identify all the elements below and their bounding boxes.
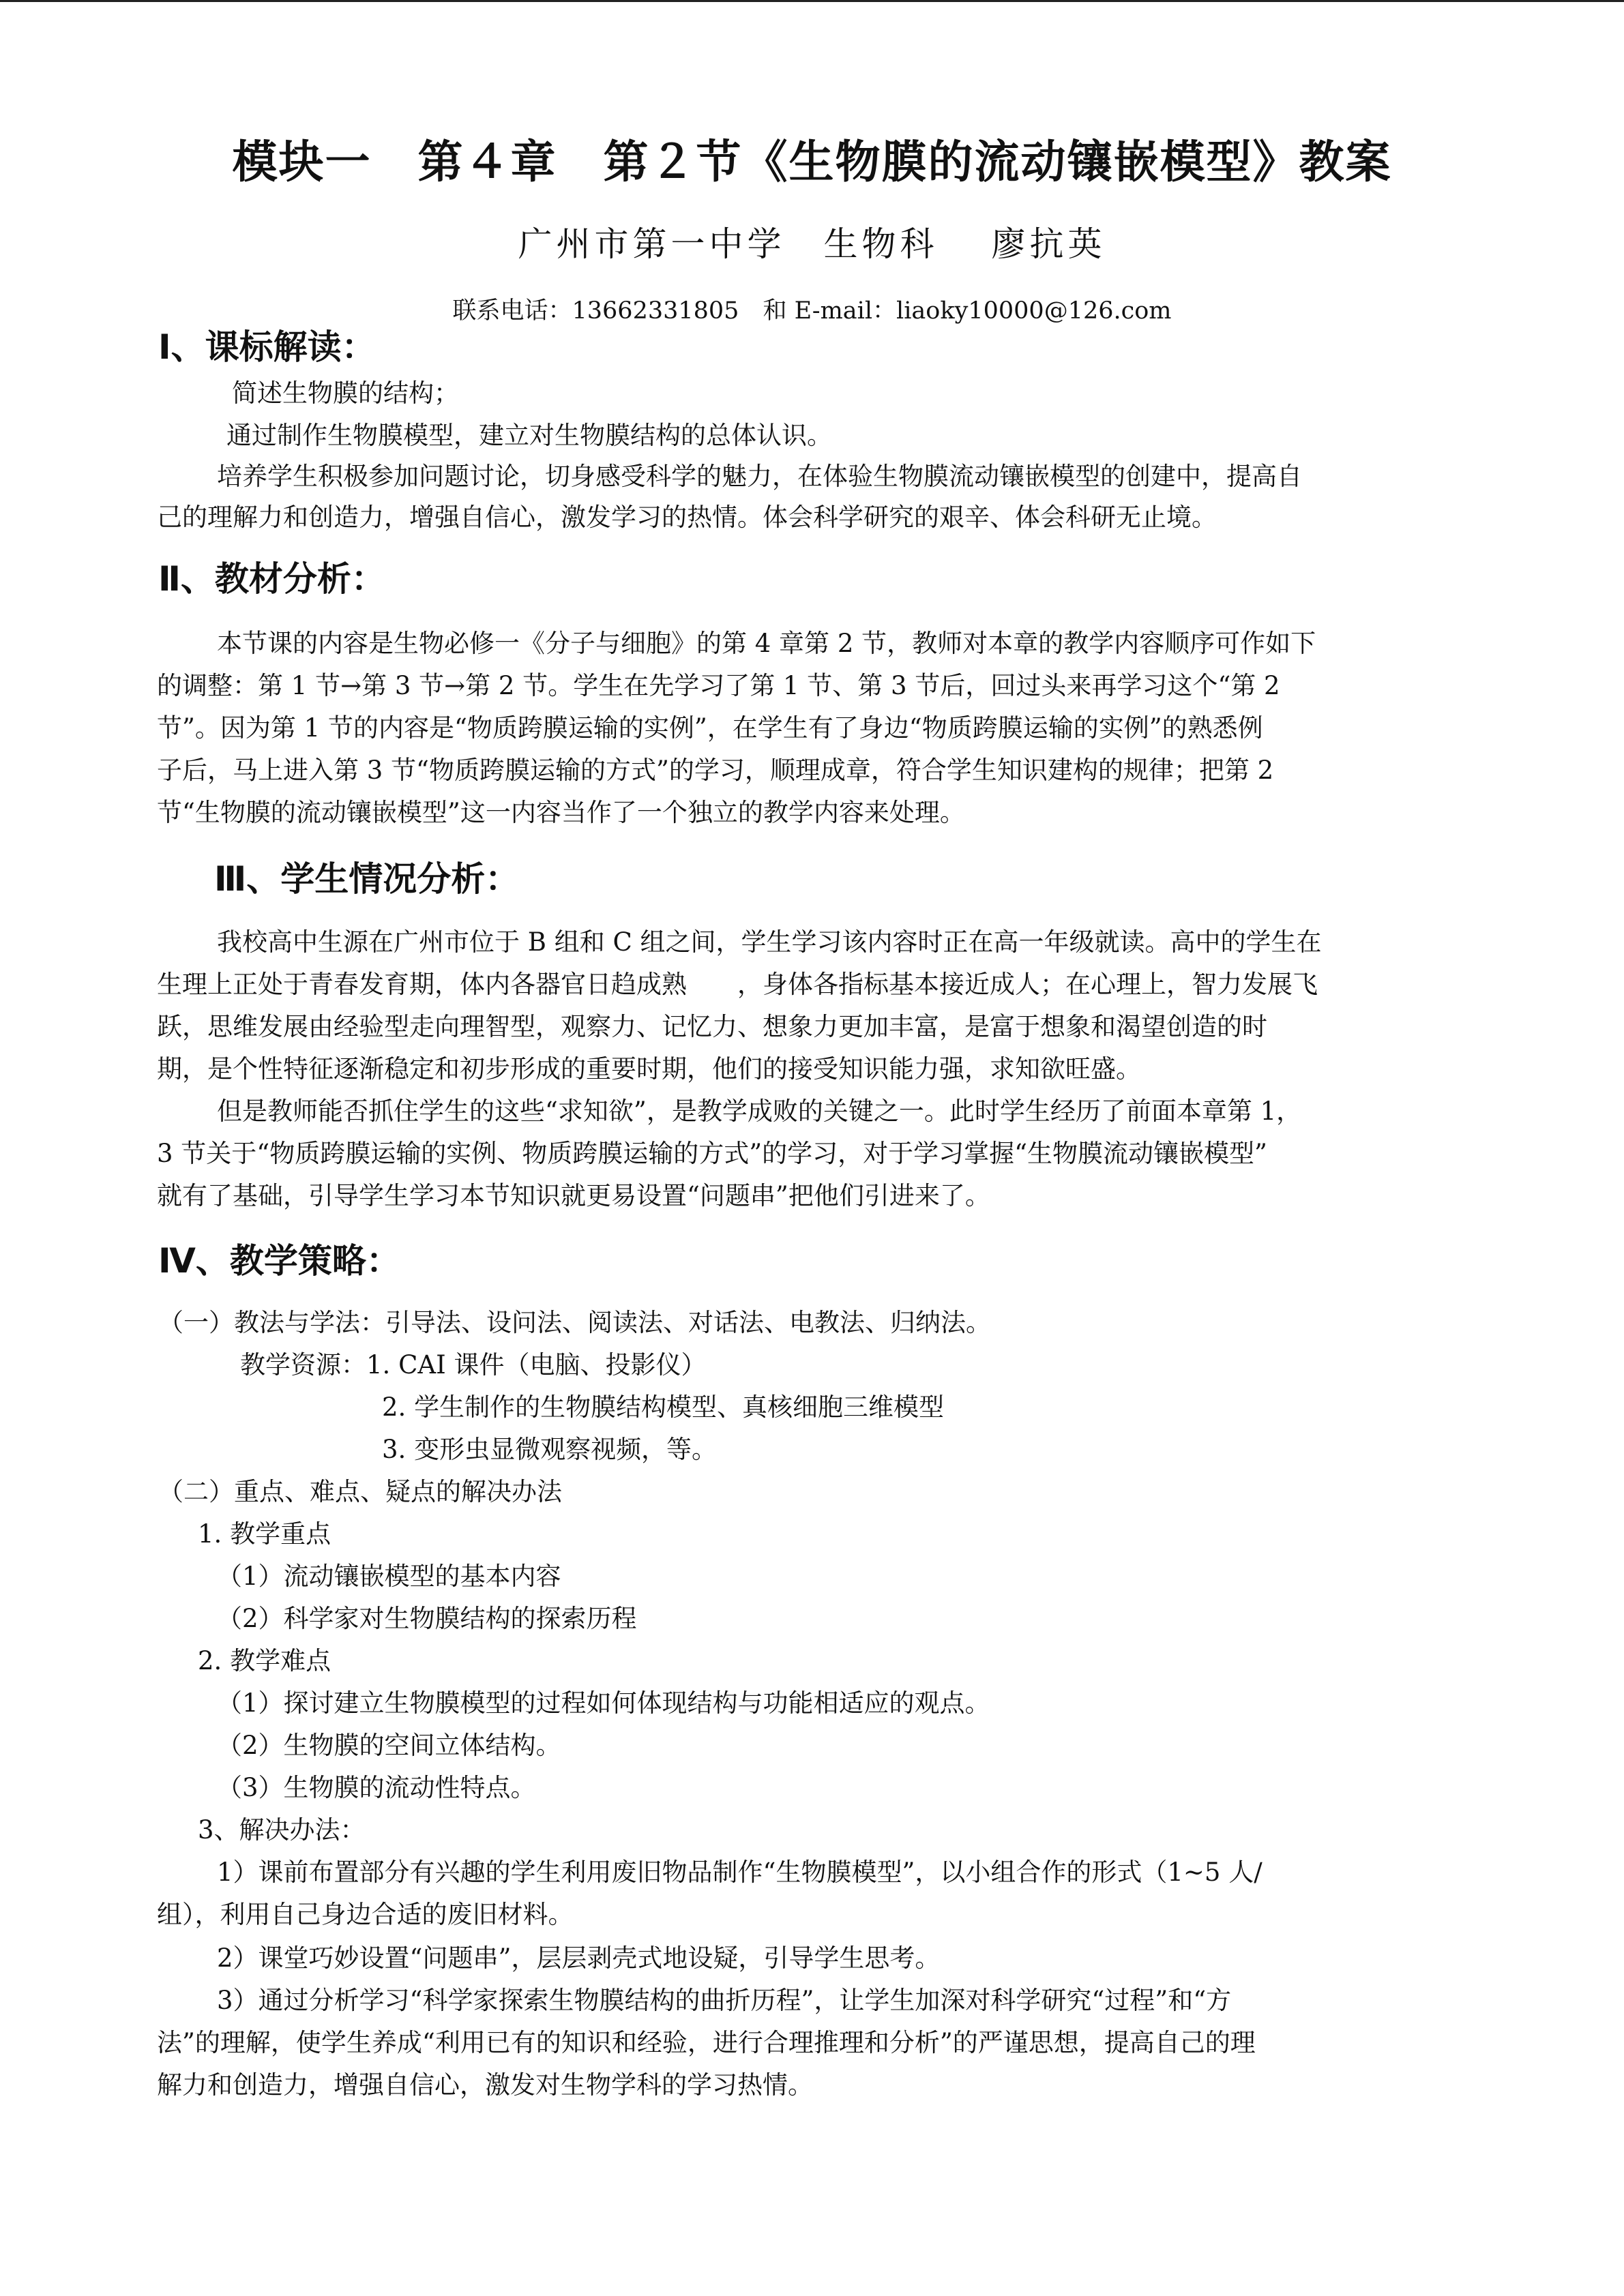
- paragraph-line: 本节课的内容是生物必修一《分子与细胞》的第 4 章第 2 节，教师对本章的教学内容顺序可作如下: [217, 629, 1316, 658]
- top-border: [0, 0, 1624, 2]
- paragraph-line: 节“生物膜的流动镶嵌模型”这一内容当作了一个独立的教学内容来处理。: [157, 798, 965, 827]
- paragraph-line: 通过制作生物膜模型，建立对生物膜结构的总体认识。: [226, 421, 832, 450]
- author-line: 广州市第一中学 生物科 廖抗英: [518, 224, 1106, 264]
- section-heading-textbook: Ⅱ、教材分析：: [158, 559, 385, 599]
- paragraph-line: 法”的理解，使学生养成“利用已有的知识和经验，进行合理推理和分析”的严谨思想，提高自己的理: [157, 2028, 1256, 2057]
- paragraph-line: （2）生物膜的空间立体结构。: [217, 1731, 561, 1760]
- paragraph-line: 2. 教学难点: [198, 1646, 331, 1675]
- section-heading-strategy: Ⅳ、教学策略：: [158, 1241, 400, 1281]
- paragraph-line: （2）科学家对生物膜结构的探索历程: [217, 1604, 637, 1633]
- paragraph-line: 但是教师能否抓住学生的这些“求知欲”，是教学成败的关键之一。此时学生经历了前面本章第 1，: [217, 1097, 1302, 1126]
- paragraph-line: 子后，马上进入第 3 节“物质跨膜运输的方式”的学习，顺理成章，符合学生知识建构的规律；把第 2: [157, 756, 1274, 785]
- paragraph-line: 2）课堂巧妙设置“问题串”，层层剥壳式地设疑，引导学生思考。: [217, 1943, 941, 1973]
- paragraph-line: 我校高中生源在广州市位于 B 组和 C 组之间，学生学习该内容时正在高一年级就读。高中的学生在: [217, 927, 1322, 957]
- paragraph-line: 1. 教学重点: [198, 1519, 331, 1549]
- paragraph-line: （一）教法与学法：引导法、设问法、阅读法、对话法、电教法、归纳法。: [158, 1308, 991, 1337]
- paragraph-line: （1）流动镶嵌模型的基本内容: [217, 1562, 561, 1591]
- paragraph-line: 期，是个性特征逐渐稳定和初步形成的重要时期，他们的接受知识能力强，求知欲旺盛。: [157, 1054, 1141, 1084]
- paragraph-line: 3. 变形虫显微观察视频，等。: [382, 1435, 718, 1464]
- paragraph-line: 就有了基础，引导学生学习本节知识就更易设置“问题串”把他们引进来了。: [157, 1181, 990, 1210]
- paragraph-line: 的调整：第 1 节→第 3 节→第 2 节。学生在先学习了第 1 节、第 3 节后，回过头来再学习这个“第 2: [157, 671, 1280, 700]
- paragraph-line: 跃，思维发展由经验型走向理智型，观察力、记忆力、想象力更加丰富，是富于想象和渴望创造的时: [157, 1012, 1267, 1041]
- paragraph-line: 3）通过分析学习“科学家探索生物膜结构的曲折历程”，让学生加深对科学研究“过程”和“方: [217, 1986, 1232, 2015]
- paragraph-line: （3）生物膜的流动性特点。: [217, 1773, 536, 1802]
- paragraph-line: （1）探讨建立生物膜模型的过程如何体现结构与功能相适应的观点。: [217, 1688, 990, 1718]
- paragraph-line: 节”。因为第 1 节的内容是“物质跨膜运输的实例”，在学生有了身边“物质跨膜运输的实例”的熟悉例: [157, 713, 1263, 743]
- paragraph-line: 教学资源：1. CAI 课件（电脑、投影仪）: [240, 1350, 707, 1380]
- paragraph-line: 3 节关于“物质跨膜运输的实例、物质跨膜运输的方式”的学习，对于学习掌握“生物膜流动镶嵌模型”: [157, 1139, 1267, 1168]
- paragraph-line: 解力和创造力，增强自信心，激发对生物学科的学习热情。: [157, 2070, 813, 2100]
- paragraph-line: 简述生物膜的结构；: [232, 378, 459, 408]
- paragraph-line: 组），利用自己身边合适的废旧材料。: [157, 1900, 574, 1929]
- paragraph-line: 生理上正处于青春发育期，体内各器官日趋成熟 ，身体各指标基本接近成人；在心理上，智力发展飞: [157, 970, 1318, 999]
- paragraph-line: 1）课前布置部分有兴趣的学生利用废旧物品制作“生物膜模型”，以小组合作的形式（1~5 人/: [217, 1858, 1263, 1887]
- contact-line: 联系电话：13662331805 和 E-mail：liaoky10000@126.com: [452, 297, 1172, 325]
- paragraph-line: （二）重点、难点、疑点的解决办法: [158, 1477, 562, 1506]
- section-heading-standards: Ⅰ、课标解读：: [158, 327, 376, 367]
- document-title: 模块一 第４章 第２节《生物膜的流动镶嵌模型》教案: [232, 136, 1392, 188]
- section-heading-students: Ⅲ、学生情况分析：: [214, 859, 520, 899]
- paragraph-line: 2. 学生制作的生物膜结构模型、真核细胞三维模型: [382, 1392, 945, 1422]
- paragraph-line: 培养学生积极参加问题讨论，切身感受科学的魅力，在体验生物膜流动镶嵌模型的创建中，提高自: [217, 462, 1302, 491]
- paragraph-line: 3、解决办法：: [198, 1815, 366, 1845]
- paragraph-line: 己的理解力和创造力，增强自信心，激发学习的热情。体会科学研究的艰辛、体会科研无止境。: [157, 503, 1217, 532]
